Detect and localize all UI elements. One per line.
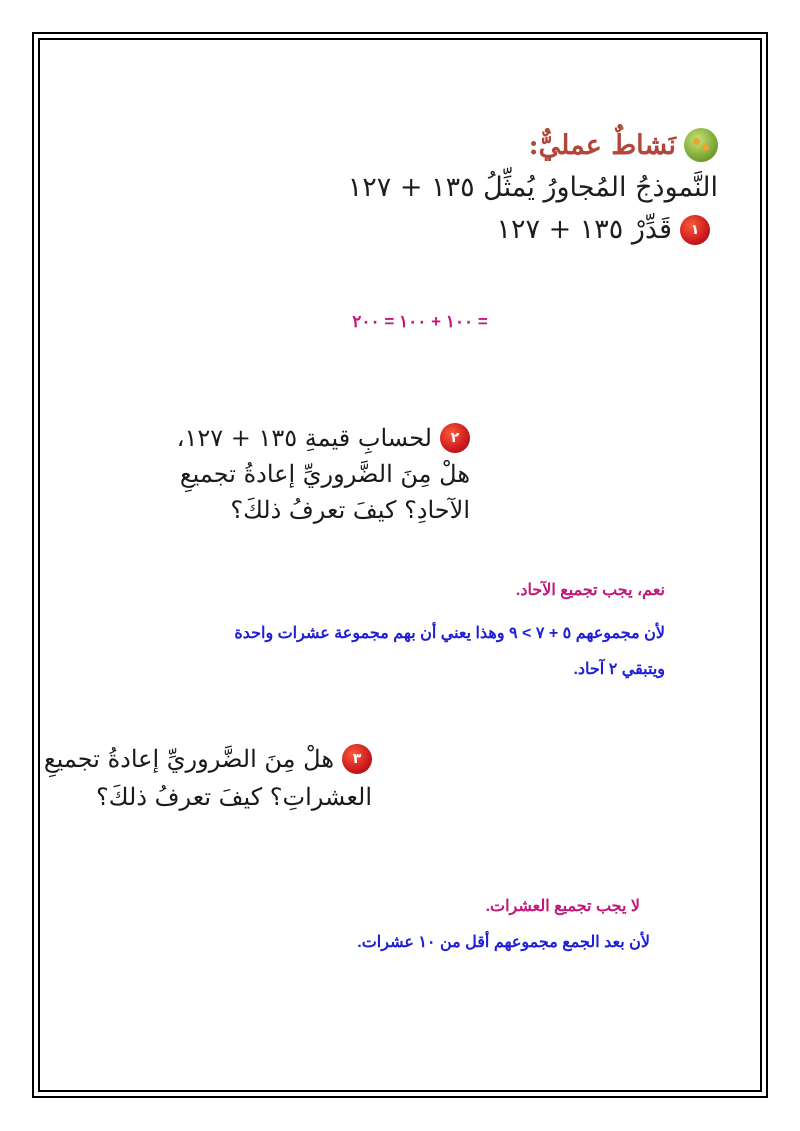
question-2-line-3: الآحادِ؟ كيفَ تعرفُ ذلكَ؟ [230, 496, 470, 524]
question-number-icon: ٣ [342, 744, 372, 774]
answer-3-heading: لا يجب تجميع العشرات. [485, 898, 640, 915]
answer-2-line-2: ويتبقي ٢ آحاد. [573, 661, 665, 678]
question-3 [44, 740, 372, 816]
question-2-line-1: لحسابِ قيمةِ ١٣٥ + ١٢٧، [176, 424, 432, 452]
question-number-icon: ٢ [440, 423, 470, 453]
activity-header [529, 128, 718, 162]
answer-2-explanation [105, 616, 665, 688]
answer-2-line-1: لأن مجموعهم ٥ + ٧ > ٩ وهذا يعني أن بهم مجموعة عشرات واحدة [234, 625, 665, 642]
question-3-line-1: هلْ مِنَ الضَّروريِّ إعادةُ تجميعِ [43, 745, 334, 773]
model-description: النَّموذجُ المُجاورُ يُمثِّلُ ١٣٥ + ١٢٧ [347, 172, 718, 203]
question-number-icon: ١ [680, 215, 710, 245]
question-2 [177, 420, 470, 528]
answer-3-explanation: لأن بعد الجمع مجموعهم أقل من ١٠ عشرات. [357, 934, 650, 951]
question-2-line-2: هلْ مِنَ الضَّروريِّ إعادةُ تجميعِ [179, 460, 470, 488]
question-1-text: قَدِّرْ ١٣٥ + ١٢٧ [496, 214, 672, 245]
question-3-line-2: العشراتِ؟ كيفَ تعرفُ ذلكَ؟ [96, 783, 372, 811]
answer-1: = ١٠٠ + ١٠٠ = ٢٠٠ [352, 312, 488, 331]
question-1 [496, 210, 710, 250]
answer-2-heading: نعم، يجب تجميع الآحاد. [515, 582, 665, 599]
activity-badge-icon [684, 128, 718, 162]
activity-title: نَشاطٌ عمليٌّ: [528, 129, 676, 161]
